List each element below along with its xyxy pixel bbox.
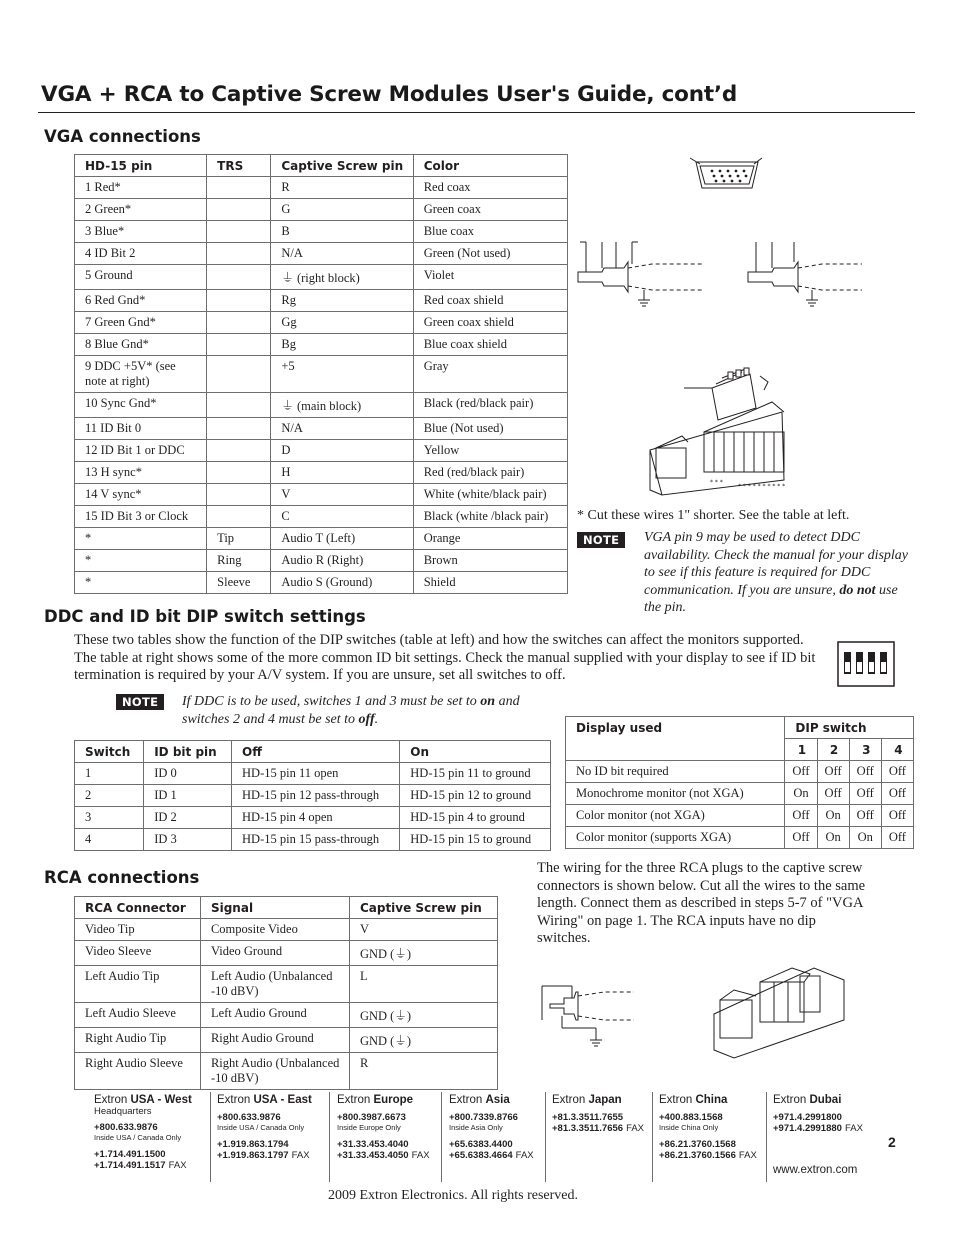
phone-number: +800.633.9876: [217, 1112, 281, 1123]
ddc-note-c: .: [374, 712, 379, 727]
office-line: [659, 1123, 757, 1132]
vga-cell: 10 Sync Gnd*: [75, 393, 207, 418]
vga-cell: [207, 356, 271, 393]
vga-cell: Orange: [413, 528, 567, 550]
switch-cell: ID 2: [144, 807, 232, 829]
table-row: [75, 1003, 498, 1028]
table-row: [75, 462, 568, 484]
office-column: [217, 1094, 312, 1161]
ddc-note-on: on: [480, 694, 496, 709]
office-line: [659, 1139, 757, 1150]
phone-number: +971.4.2991800: [773, 1112, 842, 1123]
phone-number: +800.3987.6673: [337, 1112, 406, 1123]
table-row: [75, 785, 551, 807]
vga-cell: [207, 221, 271, 243]
office-line: [337, 1139, 430, 1150]
vga-cell: 15 ID Bit 3 or Clock: [75, 506, 207, 528]
rca-cell: Left Audio (Unbalanced -10 dBV): [200, 966, 349, 1003]
office-line: [659, 1150, 757, 1161]
vga-cell: Ring: [207, 550, 271, 572]
vga-cell: Blue coax shield: [413, 334, 567, 356]
ddc-heading: DDC and ID bit DIP switch settings: [44, 607, 366, 626]
table-row: [75, 941, 498, 966]
office-heading: [659, 1094, 757, 1106]
vga-cell: 1 Red*: [75, 177, 207, 199]
vga-cell: D: [271, 440, 413, 462]
vga-cell: Brown: [413, 550, 567, 572]
rca-cell: Video Ground: [200, 941, 349, 966]
rca-cell: Video Sleeve: [75, 941, 201, 966]
vga-cell: [207, 418, 271, 440]
dip-switch-header: DIP switch: [785, 717, 914, 739]
office-note: Inside China Only: [659, 1123, 719, 1132]
table-row: [75, 966, 498, 1003]
vga-cell: V: [271, 484, 413, 506]
table-row: [75, 484, 568, 506]
office-line: [773, 1123, 863, 1134]
vga-cell: Bg: [271, 334, 413, 356]
vga-cell: 5 Ground: [75, 265, 207, 290]
office-line: [337, 1150, 430, 1161]
vga-cell: *: [75, 572, 207, 594]
office-column: [337, 1094, 430, 1161]
display-cell: Off: [881, 761, 913, 783]
vga-cell: 8 Blue Gnd*: [75, 334, 207, 356]
office-line: [94, 1122, 192, 1133]
vga-cell: Red coax shield: [413, 290, 567, 312]
vga-column-header: Color: [413, 155, 567, 177]
switch-cell: ID 1: [144, 785, 232, 807]
vga-cell: [207, 265, 271, 290]
fax-label: FAX: [738, 1150, 757, 1161]
website-link[interactable]: www.extron.com: [773, 1164, 858, 1176]
phone-number: +971.4.2991880: [773, 1123, 842, 1134]
office-region: Europe: [373, 1094, 414, 1106]
rca-cell: Video Tip: [75, 919, 201, 941]
vga-pin-table: [74, 154, 568, 594]
display-cell: Off: [881, 783, 913, 805]
footer-divider: [441, 1092, 442, 1182]
phone-number: +86.21.3760.1566: [659, 1150, 736, 1161]
office-heading: [773, 1094, 863, 1106]
switch-column-header: ID bit pin: [144, 741, 232, 763]
office-column: [659, 1094, 757, 1161]
office-heading: [337, 1094, 430, 1106]
office-line: [659, 1112, 757, 1123]
table-row: [75, 1053, 498, 1090]
vga-cell: Audio S (Ground): [271, 572, 413, 594]
ddc-note-a: If DDC is to be used, switches 1 and 3 must be set to: [182, 694, 481, 709]
vga-cell: Red coax: [413, 177, 567, 199]
office-heading: [94, 1094, 192, 1106]
display-cell: Monochrome monitor (not XGA): [566, 783, 785, 805]
vga-cell: 2 Green*: [75, 199, 207, 221]
svg-text:* * *: * * *: [710, 479, 723, 486]
vga-cell: [207, 334, 271, 356]
display-cell: Color monitor (not XGA): [566, 805, 785, 827]
vga-cell: [207, 393, 271, 418]
office-line: [552, 1112, 644, 1123]
display-cell: Off: [785, 761, 817, 783]
vga-cell: Gg: [271, 312, 413, 334]
office-heading: [552, 1094, 644, 1106]
office-column: [449, 1094, 534, 1161]
vga-cell: Black (white /black pair): [413, 506, 567, 528]
office-region: USA - East: [253, 1094, 312, 1106]
vga-cell: [207, 440, 271, 462]
display-cell: Off: [881, 805, 913, 827]
table-row: [75, 177, 568, 199]
office-heading: [217, 1094, 312, 1106]
vga-note-badge: NOTE: [577, 532, 625, 548]
svg-text:* * * * * * * * * *: * * * * * * * * * *: [738, 483, 786, 490]
vga-note-text-b: use the pin.: [644, 582, 898, 615]
rca-cell: Composite Video: [200, 919, 349, 941]
switch-cell: HD-15 pin 11 open: [232, 763, 400, 785]
footer-divider: [545, 1092, 546, 1182]
display-cell: Off: [817, 783, 849, 805]
phone-number: +31.33.453.4040: [337, 1139, 409, 1150]
office-region: Asia: [485, 1094, 510, 1106]
vga-note-emphasis: do not: [839, 582, 876, 598]
vga-column-header: TRS: [207, 155, 271, 177]
office-line: [94, 1160, 192, 1171]
vga-cell: Shield: [413, 572, 567, 594]
phone-number: +65.6383.4400: [449, 1139, 513, 1150]
vga-cell: R: [271, 177, 413, 199]
office-line: [552, 1123, 644, 1134]
vga-cell: [207, 506, 271, 528]
rca-cell: Right Audio (Unbalanced -10 dBV): [200, 1053, 349, 1090]
rca-cell: L: [349, 966, 497, 1003]
rca-table: [74, 896, 498, 1090]
switch-cell: 4: [75, 829, 144, 851]
rca-cell: GND (⏚): [349, 1003, 497, 1028]
fax-label: FAX: [515, 1150, 534, 1161]
vga-cell: Gray: [413, 356, 567, 393]
phone-number: +800.633.9876: [94, 1122, 158, 1133]
phone-number: +81.3.3511.7656: [552, 1123, 624, 1134]
rca-cell: Right Audio Tip: [75, 1028, 201, 1053]
rca-description: The wiring for the three RCA plugs to the captive screw connectors is shown below. Cut all the wires to the same length. Connect them as described in steps 5-7 of "VGA Wiring" on page 1. The RCA inputs have no dip switches.: [537, 860, 866, 946]
table-row: [75, 265, 568, 290]
rca-cell: Left Audio Tip: [75, 966, 201, 1003]
switch-cell: HD-15 pin 15 to ground: [400, 829, 551, 851]
vga-wiring-diagram: [572, 150, 912, 510]
table-row: [566, 783, 914, 805]
office-subtitle: Headquarters: [94, 1106, 152, 1117]
title-rule: [38, 112, 915, 113]
office-region: Japan: [588, 1094, 622, 1106]
vga-cell: N/A: [271, 418, 413, 440]
vga-cell: 7 Green Gnd*: [75, 312, 207, 334]
vga-cell: Red (red/black pair): [413, 462, 567, 484]
office-brand: Extron: [337, 1094, 371, 1106]
office-note: Inside USA / Canada Only: [94, 1133, 182, 1142]
rca-cell: R: [349, 1053, 497, 1090]
office-line: [773, 1112, 863, 1123]
table-row: [75, 829, 551, 851]
ddc-note-b: and switches 2 and 4 must be set to: [182, 694, 520, 727]
office-column: [773, 1094, 863, 1134]
vga-cell: Green coax: [413, 199, 567, 221]
vga-cell: Audio T (Left): [271, 528, 413, 550]
office-brand: Extron: [659, 1094, 693, 1106]
vga-cell: G: [271, 199, 413, 221]
display-cell: Off: [849, 761, 881, 783]
table-row: [75, 440, 568, 462]
office-note: Inside USA / Canada Only: [217, 1123, 305, 1132]
vga-cell: 11 ID Bit 0: [75, 418, 207, 440]
switch-cell: 3: [75, 807, 144, 829]
vga-cell: B: [271, 221, 413, 243]
switch-cell: ID 0: [144, 763, 232, 785]
table-row: [75, 199, 568, 221]
ddc-note-badge: NOTE: [116, 694, 164, 710]
display-cell: On: [849, 827, 881, 849]
rca-column-header: RCA Connector: [75, 897, 201, 919]
table-row: [566, 827, 914, 849]
table-row: [75, 243, 568, 265]
vga-cell: *: [75, 550, 207, 572]
office-line: [94, 1149, 192, 1160]
vga-cell: ⏚ (main block): [271, 393, 413, 418]
display-used-header: Display used: [566, 717, 785, 761]
switch-cell: ID 3: [144, 829, 232, 851]
copyright: 2009 Extron Electronics. All rights reserved.: [328, 1188, 578, 1203]
vga-cell: Audio R (Right): [271, 550, 413, 572]
fax-label: FAX: [411, 1150, 430, 1161]
office-note: Inside Europe Only: [337, 1123, 401, 1132]
footer-divider: [210, 1092, 211, 1182]
office-line: [337, 1112, 430, 1123]
office-heading: [449, 1094, 534, 1106]
rca-column-header: Captive Screw pin: [349, 897, 497, 919]
table-row: [75, 1028, 498, 1053]
vga-cell: [207, 462, 271, 484]
table-row: [75, 393, 568, 418]
vga-cell: Blue coax: [413, 221, 567, 243]
vga-cell: 9 DDC +5V* (see note at right): [75, 356, 207, 393]
vga-cell: H: [271, 462, 413, 484]
table-row: [75, 807, 551, 829]
footer-divider: [652, 1092, 653, 1182]
table-row: [75, 356, 568, 393]
dip-number-header: 1: [785, 739, 817, 761]
display-cell: On: [785, 783, 817, 805]
table-row: [75, 763, 551, 785]
vga-column-header: HD-15 pin: [75, 155, 207, 177]
phone-number: +400.883.1568: [659, 1112, 723, 1123]
id-bit-settings-table: [565, 716, 914, 849]
vga-cell: 13 H sync*: [75, 462, 207, 484]
vga-column-header: Captive Screw pin: [271, 155, 413, 177]
rca-cell: GND (⏚): [349, 1028, 497, 1053]
display-cell: Color monitor (supports XGA): [566, 827, 785, 849]
vga-cell: [207, 199, 271, 221]
display-cell: Off: [849, 805, 881, 827]
vga-cell: C: [271, 506, 413, 528]
table-row: [75, 919, 498, 941]
phone-number: +1.919.863.1794: [217, 1139, 289, 1150]
office-line: [217, 1150, 312, 1161]
fax-label: FAX: [626, 1123, 645, 1134]
vga-cell: Black (red/black pair): [413, 393, 567, 418]
office-line: [449, 1139, 534, 1150]
table-row: [566, 761, 914, 783]
vga-cell: Green coax shield: [413, 312, 567, 334]
page-number: 2: [888, 1134, 896, 1150]
fax-label: FAX: [168, 1160, 187, 1171]
office-line: [449, 1123, 534, 1132]
dip-number-header: 2: [817, 739, 849, 761]
display-cell: Off: [817, 761, 849, 783]
office-brand: Extron: [449, 1094, 483, 1106]
vga-cell: Violet: [413, 265, 567, 290]
footer-divider: [329, 1092, 330, 1182]
switch-cell: 2: [75, 785, 144, 807]
vga-cell: Blue (Not used): [413, 418, 567, 440]
display-cell: Off: [785, 805, 817, 827]
rca-cell: GND (⏚): [349, 941, 497, 966]
office-note: Inside Asia Only: [449, 1123, 503, 1132]
vga-cell: [207, 290, 271, 312]
vga-cell: Tip: [207, 528, 271, 550]
table-row: [75, 550, 568, 572]
ddc-note-off: off: [358, 712, 375, 727]
office-region: USA - West: [130, 1094, 192, 1106]
phone-number: +86.21.3760.1568: [659, 1139, 736, 1150]
fax-label: FAX: [844, 1123, 863, 1134]
vga-cell: [207, 484, 271, 506]
phone-number: +800.7339.8766: [449, 1112, 518, 1123]
office-column: [94, 1094, 192, 1171]
switch-cell: HD-15 pin 15 pass-through: [232, 829, 400, 851]
vga-cell: 14 V sync*: [75, 484, 207, 506]
switch-cell: 1: [75, 763, 144, 785]
vga-cell: Sleeve: [207, 572, 271, 594]
switch-cell: HD-15 pin 12 pass-through: [232, 785, 400, 807]
display-cell: Off: [785, 827, 817, 849]
switch-column-header: Switch: [75, 741, 144, 763]
vga-cell: ⏚ (right block): [271, 265, 413, 290]
office-line: [217, 1112, 312, 1123]
vga-note-text: [644, 529, 916, 617]
rca-wiring-diagram: [534, 950, 864, 1065]
office-line: [449, 1112, 534, 1123]
phone-number: +1.714.491.1500: [94, 1149, 166, 1160]
dip-number-header: 4: [881, 739, 913, 761]
vga-cell: White (white/black pair): [413, 484, 567, 506]
dip-switch-function-table: [74, 740, 551, 851]
office-line: [94, 1133, 192, 1142]
phone-number: +1.714.491.1517: [94, 1160, 166, 1171]
vga-cell: 3 Blue*: [75, 221, 207, 243]
switch-cell: HD-15 pin 11 to ground: [400, 763, 551, 785]
vga-cell: [207, 243, 271, 265]
ddc-intro: These two tables show the function of the DIP switches (table at left) and how the switches can affect the monitors supported. The table at right shows some of the more common ID bit settings. Check the manual supplied with your display to see if ID bit termination is required by your A/V system. If you are unsure, set all switches to off.: [74, 632, 816, 683]
display-cell: Off: [849, 783, 881, 805]
vga-cell: 6 Red Gnd*: [75, 290, 207, 312]
vga-cell: Yellow: [413, 440, 567, 462]
office-line: [217, 1139, 312, 1150]
table-row: [75, 221, 568, 243]
vga-cell: [207, 312, 271, 334]
office-column: [552, 1094, 644, 1134]
office-brand: Extron: [94, 1094, 128, 1106]
vga-cell: Green (Not used): [413, 243, 567, 265]
rca-cell: Left Audio Sleeve: [75, 1003, 201, 1028]
office-brand: Extron: [552, 1094, 586, 1106]
office-region: China: [695, 1094, 728, 1106]
phone-number: +65.6383.4664: [449, 1150, 513, 1161]
table-row: [75, 418, 568, 440]
display-cell: On: [817, 805, 849, 827]
office-brand: Extron: [773, 1094, 807, 1106]
vga-cell: +5: [271, 356, 413, 393]
fax-label: FAX: [291, 1150, 310, 1161]
ddc-note-text: [182, 693, 554, 729]
display-cell: Off: [881, 827, 913, 849]
switch-cell: HD-15 pin 4 to ground: [400, 807, 551, 829]
switch-column-header: On: [400, 741, 551, 763]
table-row: [75, 506, 568, 528]
display-cell: On: [817, 827, 849, 849]
switch-column-header: Off: [232, 741, 400, 763]
rca-heading: RCA connections: [44, 868, 200, 887]
phone-number: +81.3.3511.7655: [552, 1112, 624, 1123]
table-row: [566, 805, 914, 827]
vga-cell: 4 ID Bit 2: [75, 243, 207, 265]
dip-number-header: 3: [849, 739, 881, 761]
phone-number: +1.919.863.1797: [217, 1150, 289, 1161]
vga-note-text-a: VGA pin 9 may be used to detect DDC availability. Check the manual for your display to see if this feature is required for DDC communication. If you are unsure,: [644, 530, 909, 598]
vga-cell: Rg: [271, 290, 413, 312]
table-row: [75, 572, 568, 594]
vga-footnote: * Cut these wires 1" shorter. See the table at left.: [577, 508, 850, 523]
rca-cell: Right Audio Sleeve: [75, 1053, 201, 1090]
vga-heading: VGA connections: [44, 127, 201, 146]
phone-number: +31.33.453.4050: [337, 1150, 409, 1161]
rca-cell: V: [349, 919, 497, 941]
vga-cell: N/A: [271, 243, 413, 265]
rca-column-header: Signal: [200, 897, 349, 919]
vga-cell: [207, 177, 271, 199]
table-row: [75, 528, 568, 550]
vga-cell: 12 ID Bit 1 or DDC: [75, 440, 207, 462]
office-line: [217, 1123, 312, 1132]
table-row: [75, 312, 568, 334]
footer-divider: [766, 1092, 767, 1182]
vga-cell: *: [75, 528, 207, 550]
dip-switch-icon: [836, 640, 896, 688]
switch-cell: HD-15 pin 12 to ground: [400, 785, 551, 807]
office-region: Dubai: [809, 1094, 842, 1106]
rca-cell: Left Audio Ground: [200, 1003, 349, 1028]
office-line: [337, 1123, 430, 1132]
display-cell: No ID bit required: [566, 761, 785, 783]
office-brand: Extron: [217, 1094, 251, 1106]
office-line: [449, 1150, 534, 1161]
rca-cell: Right Audio Ground: [200, 1028, 349, 1053]
table-row: [75, 334, 568, 356]
page-title: VGA + RCA to Captive Screw Modules User's Guide, cont’d: [41, 82, 738, 107]
switch-cell: HD-15 pin 4 open: [232, 807, 400, 829]
table-row: [75, 290, 568, 312]
